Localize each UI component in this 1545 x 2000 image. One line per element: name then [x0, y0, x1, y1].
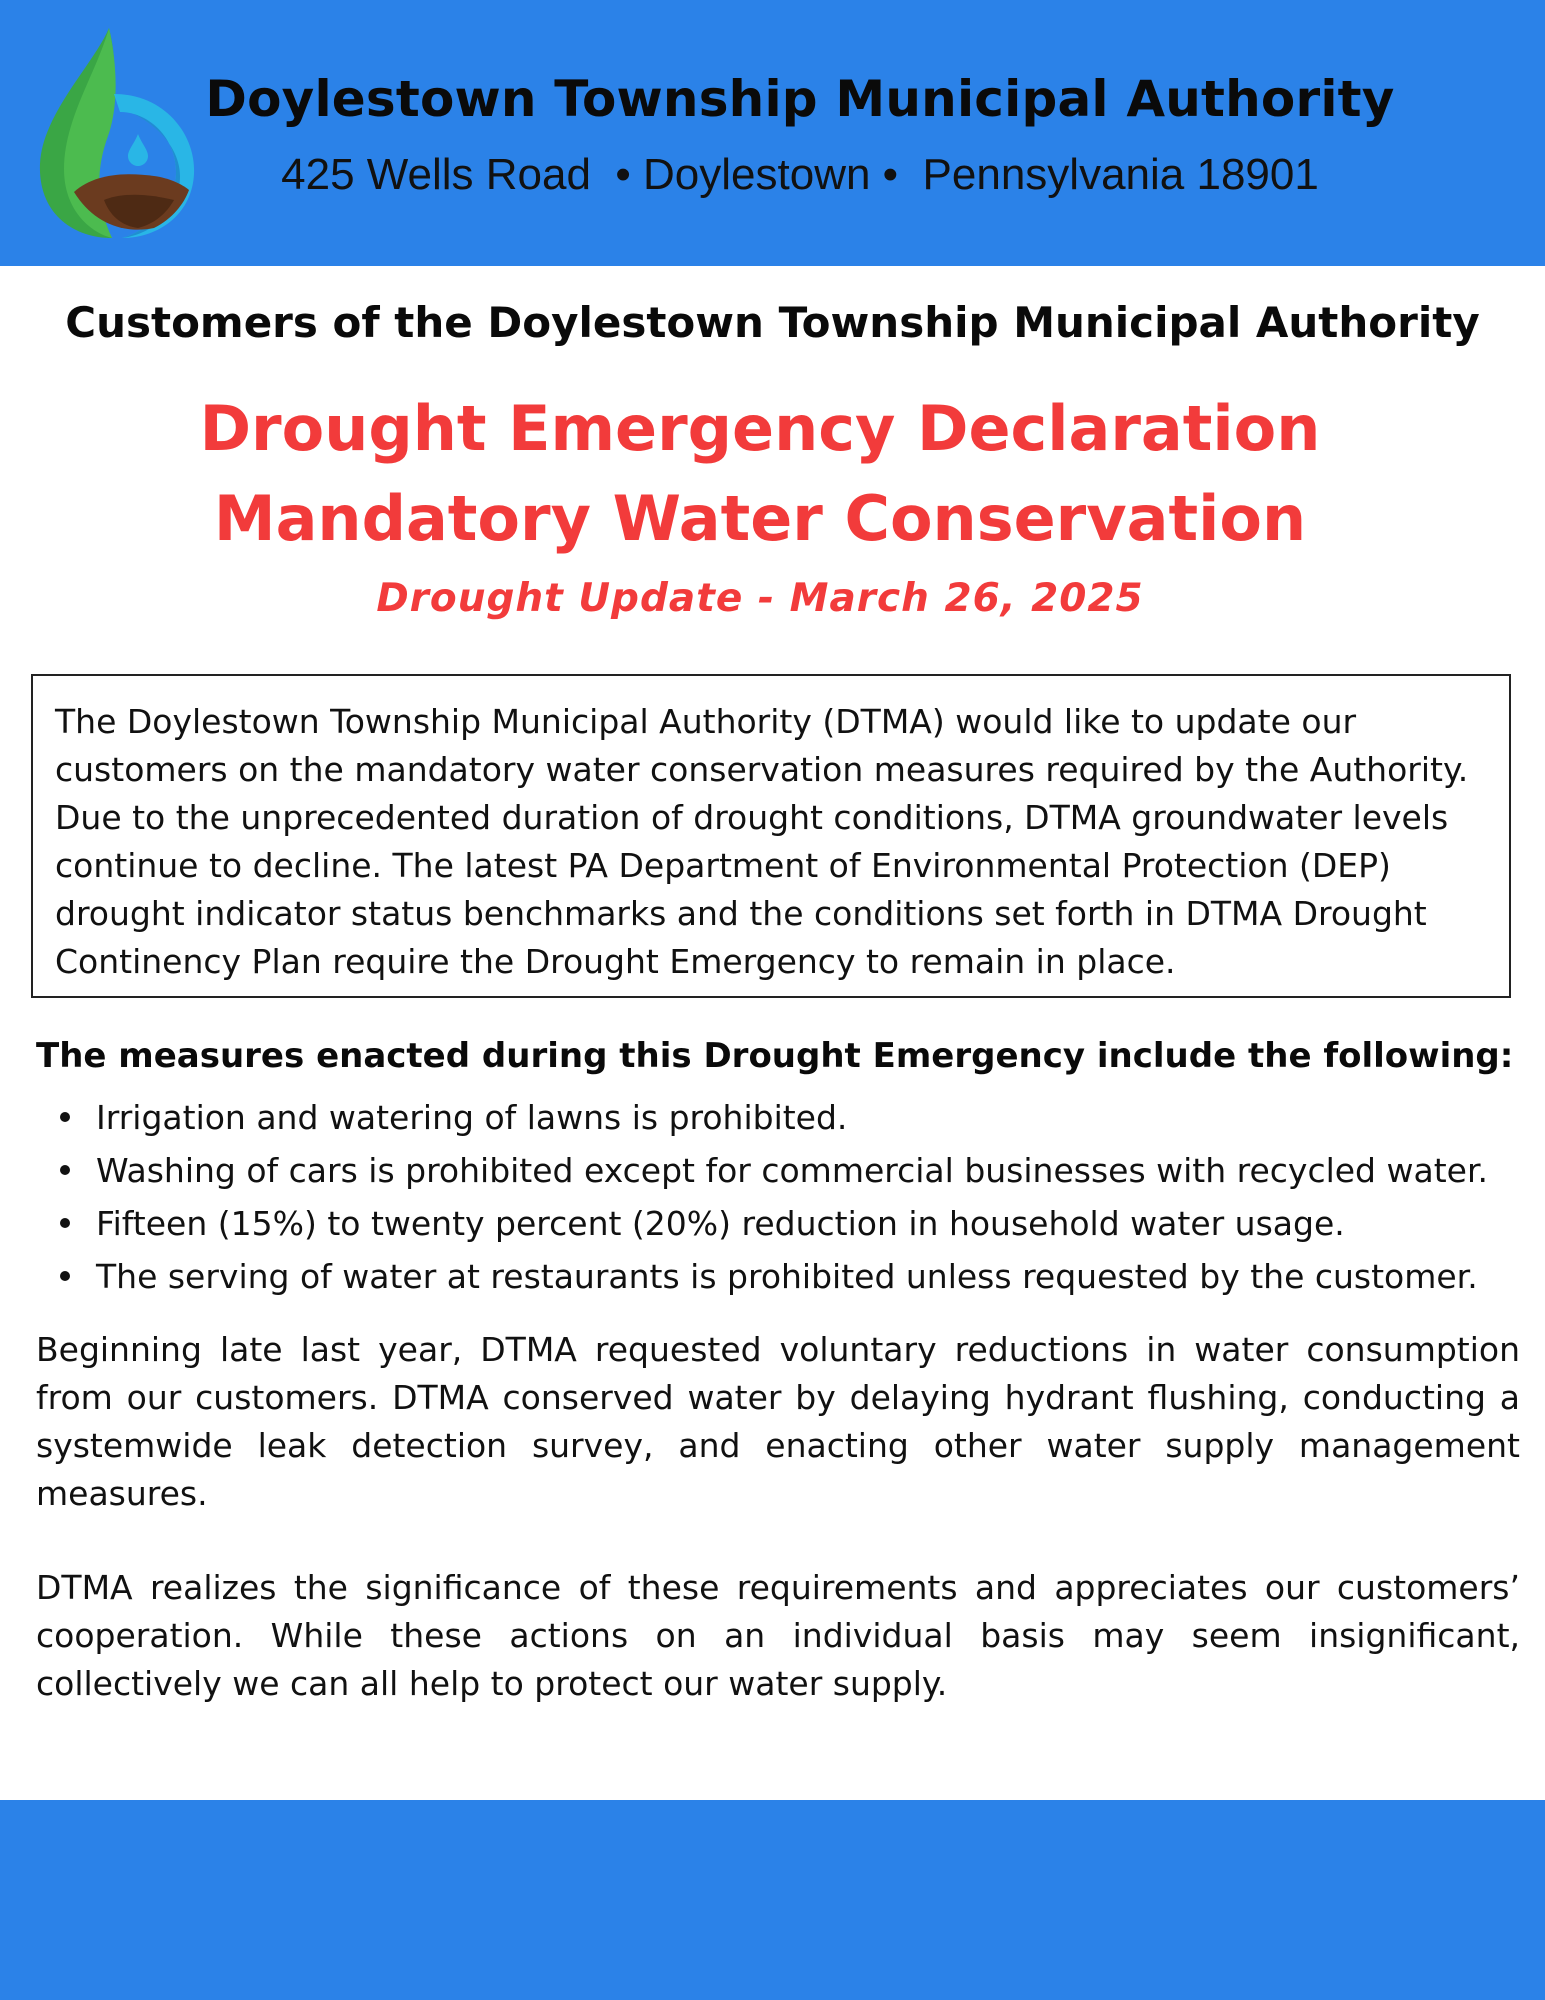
list-item — [60, 1204, 1345, 1243]
paragraph-1-line: from our customers. DTMA conserved water by delaying hydrant flushing, conducting a — [36, 1378, 1520, 1417]
header-band — [0, 0, 1545, 266]
intro-line: The Doylestown Township Municipal Authority (DTMA) would like to update our — [55, 702, 1357, 741]
intro-line: Continency Plan require the Drought Emergency to remain in place. — [55, 942, 1176, 981]
paragraph-2-line: cooperation. While these actions on an individual basis may seem insignificant, — [36, 1616, 1520, 1655]
paragraph-1-line: Beginning late last year, DTMA requested voluntary reductions in water consumption — [36, 1330, 1520, 1369]
paragraph-1-line: systemwide leak detection survey, and enacting other water supply management — [36, 1426, 1520, 1465]
list-item-text: The serving of water at restaurants is prohibited unless requested by the customer. — [96, 1257, 1478, 1296]
intro-line: Due to the unprecedented duration of drought conditions, DTMA groundwater levels — [55, 798, 1449, 837]
paragraph-2-line: DTMA realizes the significance of these requirements and appreciates our customers’ — [36, 1568, 1520, 1607]
measures-heading: The measures enacted during this Drought Emergency include the following: — [36, 1036, 1514, 1076]
paragraph-1-line: measures. — [36, 1474, 208, 1513]
bullet-icon — [60, 1165, 70, 1175]
list-item — [60, 1151, 1488, 1190]
intro-line: customers on the mandatory water conservation measures required by the Authority. — [55, 750, 1469, 789]
list-item-text: Washing of cars is prohibited except for commercial businesses with recycled water. — [96, 1151, 1488, 1190]
paragraph-2-line: collectively we can all help to protect our water supply. — [36, 1664, 948, 1703]
audience-heading: Customers of the Doylestown Township Municipal Authority — [65, 298, 1480, 347]
list-item — [60, 1257, 1478, 1296]
org-name: Doylestown Township Municipal Authority — [205, 70, 1395, 128]
bullet-icon — [60, 1218, 70, 1228]
water-drop-leaf-logo-icon — [34, 24, 204, 244]
list-item-text: Irrigation and watering of lawns is prohibited. — [96, 1098, 848, 1137]
bullet-icon — [60, 1271, 70, 1281]
list-item — [60, 1098, 847, 1137]
intro-line: continue to decline. The latest PA Department of Environmental Protection (DEP) — [55, 846, 1391, 885]
headline-line-1: Drought Emergency Declaration — [199, 392, 1321, 465]
list-item-text: Fifteen (15%) to twenty percent (20%) reduction in household water usage. — [96, 1204, 1345, 1243]
org-address: 425 Wells Road • Doylestown • Pennsylvania 18901 — [281, 150, 1319, 199]
intro-line: drought indicator status benchmarks and the conditions set forth in DTMA Drought — [55, 894, 1427, 933]
headline-line-2: Mandatory Water Conservation — [213, 482, 1307, 555]
footer-band — [0, 1800, 1545, 2000]
bullet-icon — [60, 1112, 70, 1122]
update-date: Drought Update - March 26, 2025 — [376, 576, 1144, 621]
